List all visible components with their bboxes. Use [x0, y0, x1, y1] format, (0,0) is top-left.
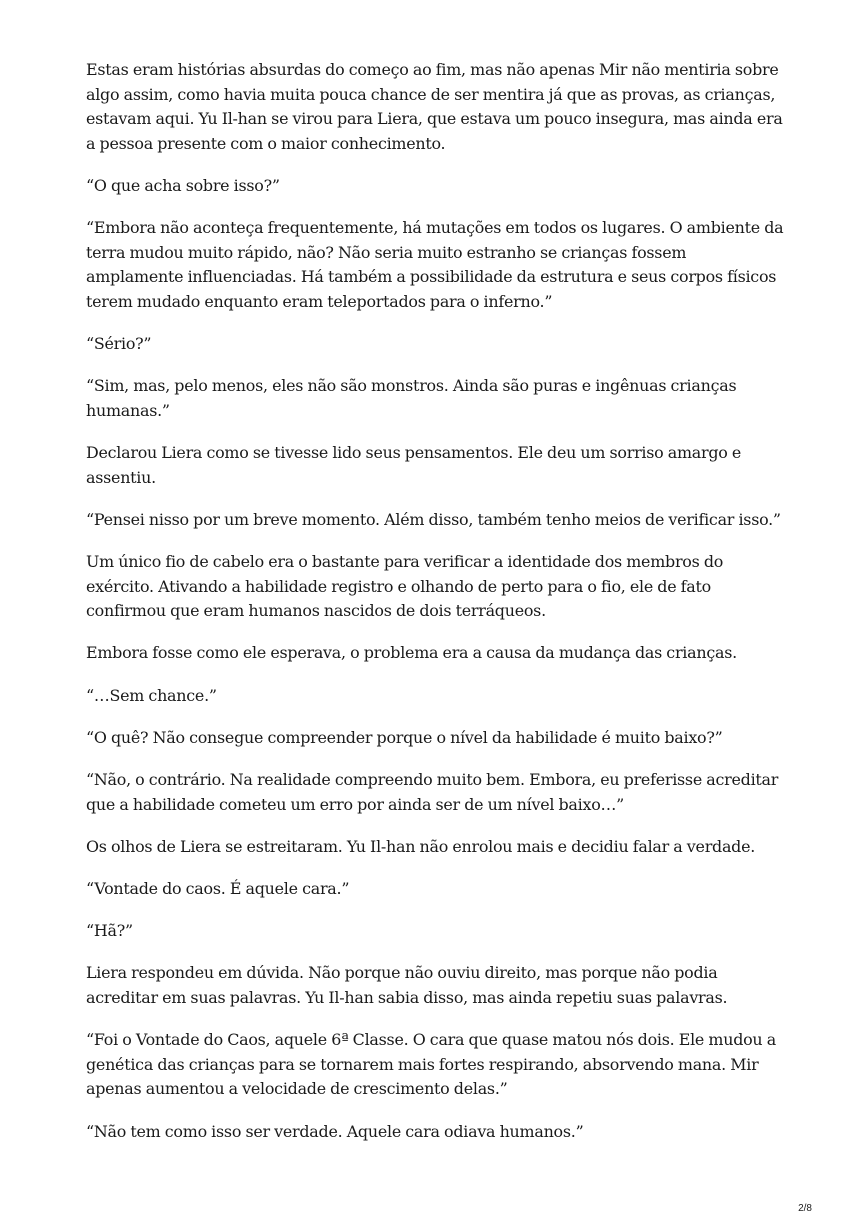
paragraph: Estas eram histórias absurdas do começo ao fim, mas não apenas Mir não mentiria sobre algo assim, como havia muita pouca chance de ser mentira já que as provas, as crianças, estavam aqui. Yu Il-han se virou para Liera, que estava um pouco insegura, mas ainda era a pessoa presente com o maior conhecimento. [86, 60, 783, 153]
paragraph: “Não, o contrário. Na realidade compreendo muito bem. Embora, eu preferisse acreditar que a habilidade cometeu um erro por ainda ser de um nível baixo…” [86, 770, 779, 814]
paragraph: Declarou Liera como se tivesse lido seus pensamentos. Ele deu um sorriso amargo e assentiu. [86, 443, 742, 487]
paragraph: “Pensei nisso por um breve momento. Além disso, também tenho meios de verificar isso.” [86, 509, 781, 529]
paragraph: Um único fio de cabelo era o bastante para verificar a identidade dos membros do exército. Ativando a habilidade registro e olhando de perto para o fio, ele de fato confirmou que eram humanos nascidos de dois terráqueos. [86, 552, 724, 621]
paragraph: “Foi o Vontade do Caos, aquele 6ª Classe. O cara que quase matou nós dois. Ele mudou a genética das crianças para se tornarem mais fortes respirando, absorvendo mana. Mir apenas aumentou a velocidade de crescimento delas.” [86, 1030, 776, 1099]
paragraph: “Vontade do caos. É aquele cara.” [86, 878, 350, 898]
paragraph: “O que acha sobre isso?” [86, 175, 280, 195]
paragraph: “Sério?” [86, 334, 152, 354]
paragraph: Liera respondeu em dúvida. Não porque não ouviu direito, mas porque não podia acreditar em suas palavras. Yu Il-han sabia disso, mas ainda repetiu suas palavras. [86, 963, 728, 1007]
paragraph: “O quê? Não consegue compreender porque o nível da habilidade é muito baixo?” [86, 727, 723, 747]
paragraph: “…Sem chance.” [86, 685, 217, 705]
page-number: 2/8 [798, 1203, 812, 1214]
paragraph: “Não tem como isso ser verdade. Aquele cara odiava humanos.” [86, 1121, 584, 1141]
paragraph: Os olhos de Liera se estreitaram. Yu Il-han não enrolou mais e decidiu falar a verdade. [86, 836, 756, 856]
document-page [86, 58, 786, 1162]
paragraph: “Hã?” [86, 921, 133, 941]
paragraph: “Sim, mas, pelo menos, eles não são monstros. Ainda são puras e ingênuas crianças humanas.” [86, 376, 737, 420]
paragraph: “Embora não aconteça frequentemente, há mutações em todos os lugares. O ambiente da terra mudou muito rápido, não? Não seria muito estranho se crianças fossem amplamente influenciadas. Há também a possibilidade da estrutura e seus corpos físicos terem mudado enquanto eram teleportados para o inferno.” [86, 218, 784, 311]
paragraph: Embora fosse como ele esperava, o problema era a causa da mudança das crianças. [86, 643, 737, 663]
